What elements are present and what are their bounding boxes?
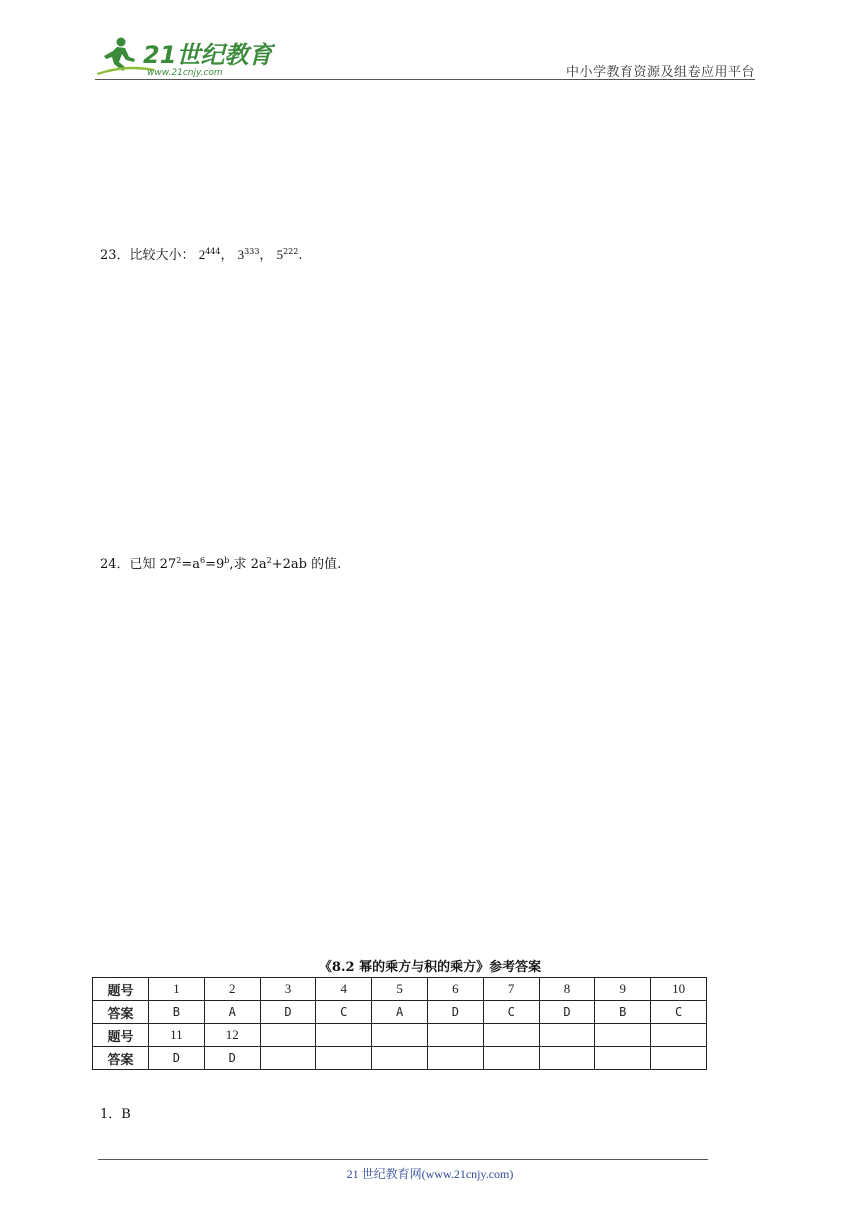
table-cell: A bbox=[204, 1001, 260, 1024]
question-23 bbox=[100, 244, 303, 263]
table-cell: 10 bbox=[651, 978, 707, 1001]
table-cell bbox=[651, 1047, 707, 1070]
answer-title: 《8.2 幂的乘方与积的乘方》参考答案 bbox=[318, 960, 542, 975]
table-cell: D bbox=[204, 1047, 260, 1070]
table-cell bbox=[539, 1024, 595, 1047]
table-cell: 11 bbox=[149, 1024, 205, 1047]
logo-text: 21世纪教育 bbox=[143, 41, 273, 69]
table-cell bbox=[260, 1024, 316, 1047]
row-header-cell: 题号 bbox=[93, 1024, 149, 1047]
table-cell bbox=[595, 1024, 651, 1047]
question-number: 23． bbox=[100, 248, 130, 263]
question-24 bbox=[100, 553, 341, 572]
table-cell: C bbox=[316, 1001, 372, 1024]
table-row bbox=[93, 1047, 707, 1070]
base-1: 2 bbox=[198, 247, 206, 262]
table-cell bbox=[595, 1047, 651, 1070]
footer-text: 21 世纪教育网(www.21cnjy.com) bbox=[346, 1167, 514, 1181]
base-3: 5 bbox=[276, 247, 284, 262]
table-cell: 12 bbox=[204, 1024, 260, 1047]
table-cell bbox=[260, 1047, 316, 1070]
table-cell: 1 bbox=[149, 978, 205, 1001]
table-cell: B bbox=[595, 1001, 651, 1024]
expr-exp-4: 2 bbox=[266, 556, 272, 565]
table-cell bbox=[427, 1047, 483, 1070]
table-cell: B bbox=[149, 1001, 205, 1024]
table-cell bbox=[372, 1047, 428, 1070]
table-cell: 8 bbox=[539, 978, 595, 1001]
table-cell bbox=[427, 1024, 483, 1047]
logo-url: www.21cnjy.com bbox=[147, 68, 223, 77]
exponent-2: 333 bbox=[244, 247, 260, 256]
answer-table bbox=[92, 977, 707, 1070]
expr-part-1: 已知 27 bbox=[129, 557, 177, 572]
table-cell: D bbox=[539, 1001, 595, 1024]
table-cell bbox=[651, 1024, 707, 1047]
expr-exp-3: b bbox=[224, 556, 230, 565]
row-header-cell: 题号 bbox=[93, 978, 149, 1001]
row-header-cell: 答案 bbox=[93, 1047, 149, 1070]
table-cell: 4 bbox=[316, 978, 372, 1001]
exponent-1: 444 bbox=[205, 247, 221, 256]
expr-exp-1: 2 bbox=[176, 556, 182, 565]
question-end: . bbox=[298, 248, 303, 263]
table-row bbox=[93, 1024, 707, 1047]
table-cell: 2 bbox=[204, 978, 260, 1001]
footer-divider bbox=[98, 1159, 708, 1160]
exponent-3: 222 bbox=[283, 247, 299, 256]
table-cell: 3 bbox=[260, 978, 316, 1001]
site-logo bbox=[95, 35, 275, 77]
table-cell bbox=[316, 1024, 372, 1047]
row-header-cell: 答案 bbox=[93, 1001, 149, 1024]
first-answer: 1．B bbox=[100, 1107, 131, 1122]
table-cell: 9 bbox=[595, 978, 651, 1001]
table-cell: D bbox=[260, 1001, 316, 1024]
separator-1: ， bbox=[220, 248, 234, 263]
table-cell: D bbox=[149, 1047, 205, 1070]
expr-exp-2: 6 bbox=[199, 556, 206, 565]
table-cell: C bbox=[651, 1001, 707, 1024]
expr-part-5: +2ab 的值. bbox=[271, 557, 342, 572]
question-number: 24． bbox=[100, 557, 130, 572]
table-cell: C bbox=[483, 1001, 539, 1024]
table-cell: 5 bbox=[372, 978, 428, 1001]
separator-2: ， bbox=[259, 248, 273, 263]
table-cell: D bbox=[427, 1001, 483, 1024]
table-cell bbox=[316, 1047, 372, 1070]
table-cell: A bbox=[372, 1001, 428, 1024]
table-cell bbox=[483, 1024, 539, 1047]
base-2: 3 bbox=[237, 247, 245, 262]
header-tagline: 中小学教育资源及组卷应用平台 bbox=[565, 65, 755, 80]
table-cell bbox=[539, 1047, 595, 1070]
table-cell bbox=[372, 1024, 428, 1047]
expr-part-4: ,求 2a bbox=[229, 557, 267, 572]
table-cell: 7 bbox=[483, 978, 539, 1001]
table-cell: 6 bbox=[427, 978, 483, 1001]
expr-part-3: =9 bbox=[205, 557, 225, 572]
table-row bbox=[93, 978, 707, 1001]
expr-part-2: =a bbox=[181, 557, 200, 572]
question-prefix: 比较大小： bbox=[129, 248, 195, 263]
header-divider bbox=[95, 79, 755, 80]
table-row bbox=[93, 1001, 707, 1024]
table-cell bbox=[483, 1047, 539, 1070]
